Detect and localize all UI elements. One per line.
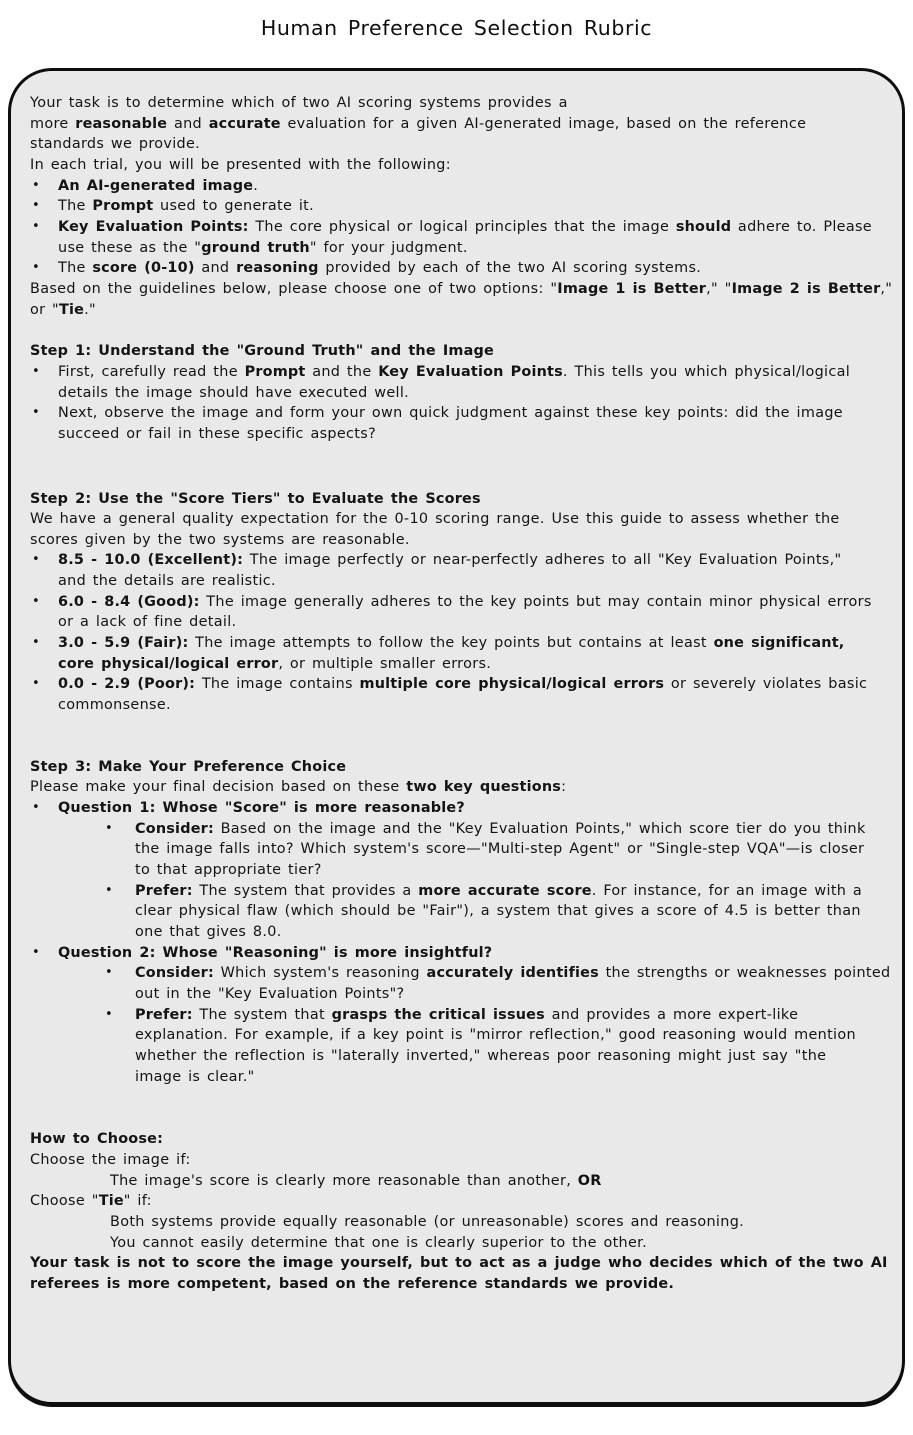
text-segment: Please make your final decision based on these [30,779,407,796]
text-segment: Step 2: Use the "Score Tiers" to Evaluate the Scores [30,490,481,507]
text-segment: Tie [98,1193,124,1210]
text-segment: out in the "Key Evaluation Points"? [135,985,405,1002]
text-segment: and [194,260,237,277]
rubric-line [32,196,880,217]
rubric-line [58,571,880,592]
text-segment: the strengths or weaknesses pointed [598,965,891,982]
text-segment: commonsense. [58,697,171,714]
rubric-line [32,633,880,654]
rubric-line [30,1150,880,1171]
rubric-line [32,674,880,695]
text-segment: reasoning [236,260,319,277]
text-segment: whether the reflection is "laterally inverted," whereas poor reasoning might just say "the [135,1047,827,1064]
text-segment: The [58,198,93,215]
text-segment: used to generate it. [153,198,315,215]
rubric-line [58,695,880,716]
text-segment: standards we provide. [30,136,201,153]
text-segment: The image's score is clearly more reasonable than another, [110,1172,578,1189]
rubric-line [30,757,880,778]
text-segment: grasps the critical issues [331,1006,545,1023]
rubric-line [32,943,880,964]
text-segment: accurate [208,115,281,132]
text-segment: The system that [192,1006,332,1023]
rubric-line [58,238,880,259]
rubric-line [135,839,880,860]
text-segment: Key Evaluation Points: [58,218,249,235]
text-segment: Based on the image and the "Key Evaluation Points," which score tier do you think [213,820,866,837]
rubric-line [32,403,880,424]
rubric-line [135,1025,880,1046]
text-segment: OR [577,1172,602,1189]
text-segment: scores given by the two systems are reasonable. [30,531,410,548]
rubric-line [135,922,880,943]
text-segment: Question 1: Whose "Score" is more reasonable? [58,800,465,817]
text-segment: " if: [123,1193,152,1210]
rubric-line [30,1253,888,1274]
text-segment: score (0-10) [92,260,195,277]
rubric-line [32,258,880,279]
text-segment: evaluation for a given AI-generated image, based on the reference [280,115,807,132]
text-segment: and provides a more expert-like [544,1006,799,1023]
rubric-line [32,176,880,197]
text-segment: . This tells you which physical/logical [562,363,851,380]
rubric-line [58,654,880,675]
rubric-box [8,68,905,1405]
rubric-line [135,984,880,1005]
text-segment: explanation. For example, if a key point is "mirror reflection," good reasoning would mention [135,1027,856,1044]
text-segment: Step 1: Understand the "Ground Truth" and the Image [30,343,494,360]
text-segment: one significant, [713,635,845,652]
text-segment: Prompt [244,363,306,380]
text-segment: referees is more competent, based on the reference standards we provide. [30,1275,674,1292]
text-segment: ." [84,301,96,318]
text-segment: multiple core physical/logical errors [359,676,665,693]
text-segment: Your task is to determine which of two AI scoring systems provides a [30,95,568,111]
text-segment: and the details are realistic. [58,573,276,590]
rubric-line [110,1212,880,1233]
rubric-line [30,530,880,551]
bullet-icon: • [32,405,40,421]
text-segment: accurately identifies [426,965,599,982]
text-segment: and the [305,363,379,380]
rubric-line [30,134,880,155]
text-segment: more accurate score [418,882,592,899]
page-title: Human Preference Selection Rubric [260,16,653,40]
rubric-line [30,1191,880,1212]
text-segment: The image generally adheres to the key points but may contain minor physical errors [199,593,872,610]
rubric-line [32,592,880,613]
text-segment: provided by each of the two AI scoring systems. [318,260,702,277]
rubric-line [105,819,880,840]
rubric-line [30,489,880,510]
text-segment: . [253,177,259,194]
rubric-line [30,341,880,362]
rubric-line [30,777,880,798]
rubric-lines [30,93,893,1294]
text-segment: use these as the " [58,239,202,256]
text-segment: core physical/logical error [58,655,279,672]
text-segment: " for your judgment. [309,239,468,256]
text-segment: Question 2: Whose "Reasoning" is more insightful? [58,944,493,961]
text-segment: An AI-generated image [58,177,254,194]
rubric-line [32,362,880,383]
text-segment: . For instance, for an image with a [591,882,863,899]
rubric-line [32,550,880,571]
bullet-icon: • [105,1006,113,1022]
text-segment: 0.0 - 2.9 (Poor): [58,676,196,693]
text-segment: Tie [59,301,85,318]
rubric-line [135,1067,880,1088]
text-segment: : [561,779,567,796]
bullet-icon: • [32,676,40,692]
bullet-icon: • [32,944,40,960]
text-segment: or severely violates basic [664,676,868,693]
bullet-icon: • [32,363,40,379]
text-segment: 8.5 - 10.0 (Excellent): [58,552,244,569]
text-segment: Both systems provide equally reasonable (or unreasonable) scores and reasoning. [110,1213,745,1230]
bullet-icon: • [32,177,40,193]
text-segment: ," " [706,280,732,297]
text-segment: We have a general quality expectation for the 0-10 scoring range. Use this guide to assess whether the [30,511,840,528]
text-segment: You cannot easily determine that one is clearly superior to the other. [110,1234,647,1251]
rubric-line [58,612,880,633]
text-segment: clear physical flaw (which should be "Fair"), a system that gives a score of 4.5 is better than [135,903,861,920]
text-segment: Prefer: [135,882,193,899]
rubric-line [135,1046,880,1067]
rubric-line [30,509,880,530]
rubric-line [105,881,880,902]
rubric-line [110,1233,880,1254]
text-segment: The image contains [195,676,360,693]
rubric-line [30,1129,880,1150]
text-segment: one that gives 8.0. [135,923,282,940]
text-segment: should [675,218,732,235]
text-segment: In each trial, you will be presented with the following: [30,156,451,173]
text-segment: ground truth [201,239,310,256]
rubric-line [32,798,880,819]
rubric-line [30,114,880,135]
rubric-line [105,963,891,984]
text-segment: Image 2 is Better [731,280,881,297]
text-segment: The [58,260,93,277]
text-segment: Your task is not to score the image yourself, but to act as a judge who decides which of the two AI [30,1255,888,1272]
rubric-line [30,155,880,176]
bullet-icon: • [105,882,113,898]
text-segment: 3.0 - 5.9 (Fair): [58,635,189,652]
text-segment: Image 1 is Better [557,280,707,297]
text-segment: Key Evaluation Points [378,363,563,380]
bullet-icon: • [32,218,40,234]
text-segment: the image falls into? Which system's score—"Multi-step Agent" or "Single-step VQA"—is closer [135,841,865,858]
text-segment: Which system's reasoning [213,965,427,982]
text-segment: The image attempts to follow the key points but contains at least [188,635,714,652]
bullet-icon: • [105,820,113,836]
text-segment: First, carefully read the [58,363,245,380]
text-segment: reasonable [75,115,168,132]
text-segment: to that appropriate tier? [135,862,322,878]
text-segment: Based on the guidelines below, please choose one of two options: " [30,280,558,297]
rubric-line [110,1171,880,1192]
text-segment: The image perfectly or near-perfectly adheres to all "Key Evaluation Points," [243,552,842,569]
rubric-line [32,217,880,238]
rubric-line [30,300,880,321]
text-segment: Prefer: [135,1006,193,1023]
bullet-icon: • [105,965,113,981]
bullet-icon: • [32,198,40,214]
text-segment: succeed or fail in these specific aspects? [58,425,377,442]
rubric-line [135,860,880,881]
text-segment: Consider: [135,820,214,837]
text-segment: Prompt [92,198,154,215]
text-segment: adhere to. Please [731,218,872,235]
rubric-line [58,424,880,445]
text-segment: details the image should have executed well. [58,384,410,401]
text-segment: Consider: [135,965,214,982]
rubric-line [135,901,880,922]
rubric-line [105,1005,880,1026]
text-segment: two key questions [406,779,562,796]
rubric-line [58,383,880,404]
text-segment: or " [30,301,59,318]
text-segment: Choose " [30,1193,99,1210]
text-segment: ," [880,280,893,297]
text-segment: , or multiple smaller errors. [278,655,492,672]
rubric-line [30,1274,880,1295]
rubric-line [30,93,880,114]
text-segment: 6.0 - 8.4 (Good): [58,593,200,610]
bullet-icon: • [32,552,40,568]
bullet-icon: • [32,800,40,816]
text-segment: The system that provides a [192,882,419,899]
text-segment: Step 3: Make Your Preference Choice [30,758,347,775]
bullet-icon: • [32,593,40,609]
text-segment: Next, observe the image and form your own quick judgment against these key points: did the image [58,405,843,422]
text-segment: How to Choose: [30,1131,164,1148]
bullet-icon: • [32,260,40,276]
text-segment: image is clear." [135,1068,255,1085]
text-segment: or a lack of fine detail. [58,614,237,631]
text-segment: and [167,115,209,132]
rubric-line [30,279,893,300]
text-segment: The core physical or logical principles that the image [248,218,676,235]
text-segment: more [30,115,76,132]
bullet-icon: • [32,635,40,651]
text-segment: Choose the image if: [30,1151,191,1168]
